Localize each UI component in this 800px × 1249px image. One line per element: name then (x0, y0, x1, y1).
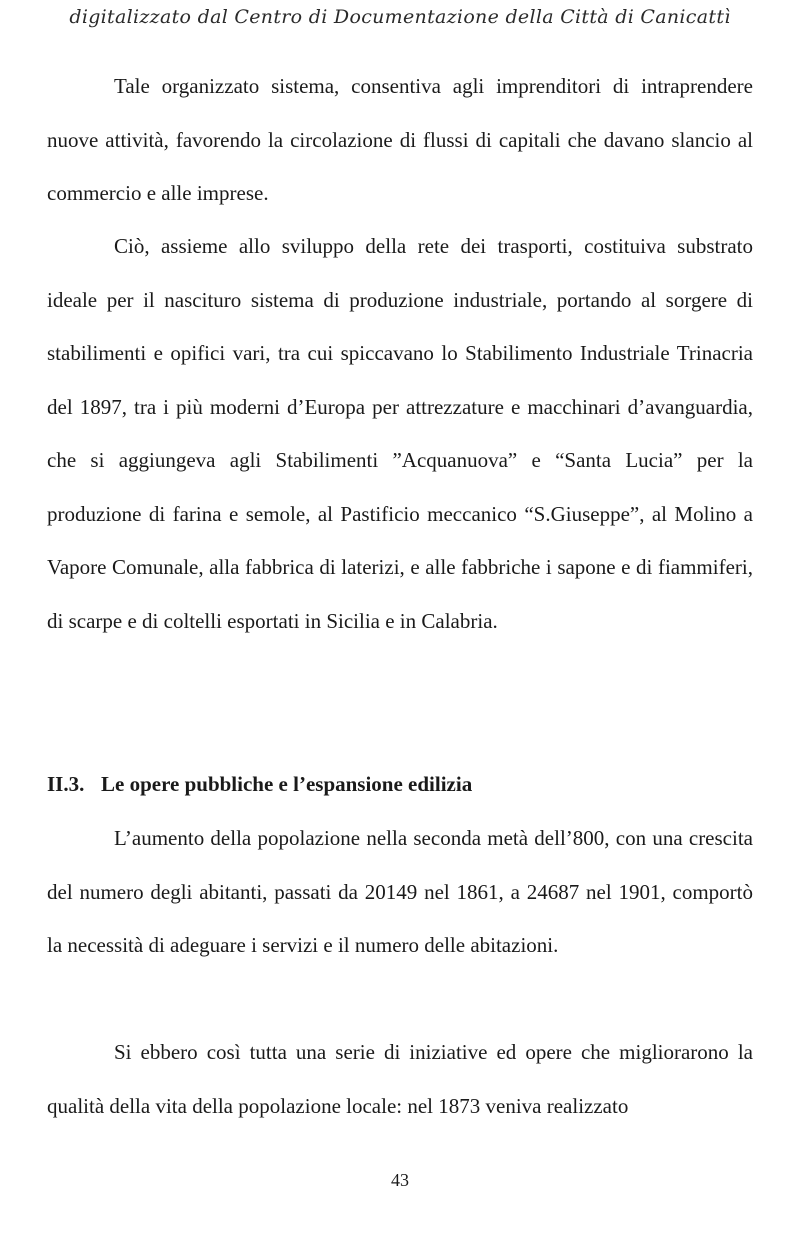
page-number: 43 (391, 1170, 409, 1190)
paragraph-2: Ciò, assieme allo sviluppo della rete dei trasporti, costituiva substrato ideale per il nascituro sistema di produzione industriale, portando al sorgere di stabilimenti e opifici vari, tra cui spiccavano lo Stabilimento Industriale Trinacria del 1897, tra i più moderni d’Europa per attrezzature e macchinari d’avanguardia, che si aggiungeva agli Stabilimenti ”Acquanuova” e “Santa Lucia” per la produzione di farina e semole, al Pastificio meccanico “S.Giuseppe”, al Molino a Vapore Comunale, alla fabbrica di laterizi, e alle fabbriche i sapone e di fiammiferi, di scarpe e di coltelli esportati in Sicilia e in Calabria. (47, 234, 753, 633)
section-heading (47, 768, 472, 800)
section-title: Le opere pubbliche e l’espansione edilizia (101, 772, 473, 796)
section-paragraph-2: Si ebbero così tutta una serie di iniziative ed opere che migliorarono la qualità della vita della popolazione locale: nel 1873 veniva realizzato (47, 1040, 753, 1118)
paragraph-1: Tale organizzato sistema, consentiva agli imprenditori di intraprendere nuove attività, favorendo la circolazione di flussi di capitali che davano slancio al commercio e alle imprese. (47, 74, 753, 205)
digitization-watermark: digitalizzato dal Centro di Documentazione della Città di Canicattì (69, 6, 731, 28)
section-number: II.3. (47, 772, 85, 796)
section-paragraph-1: L’aumento della popolazione nella seconda metà dell’800, con una crescita del numero degli abitanti, passati da 20149 nel 1861, a 24687 nel 1901, comportò la necessità di adeguare i servizi e il numero delle abitazioni. (47, 826, 753, 957)
